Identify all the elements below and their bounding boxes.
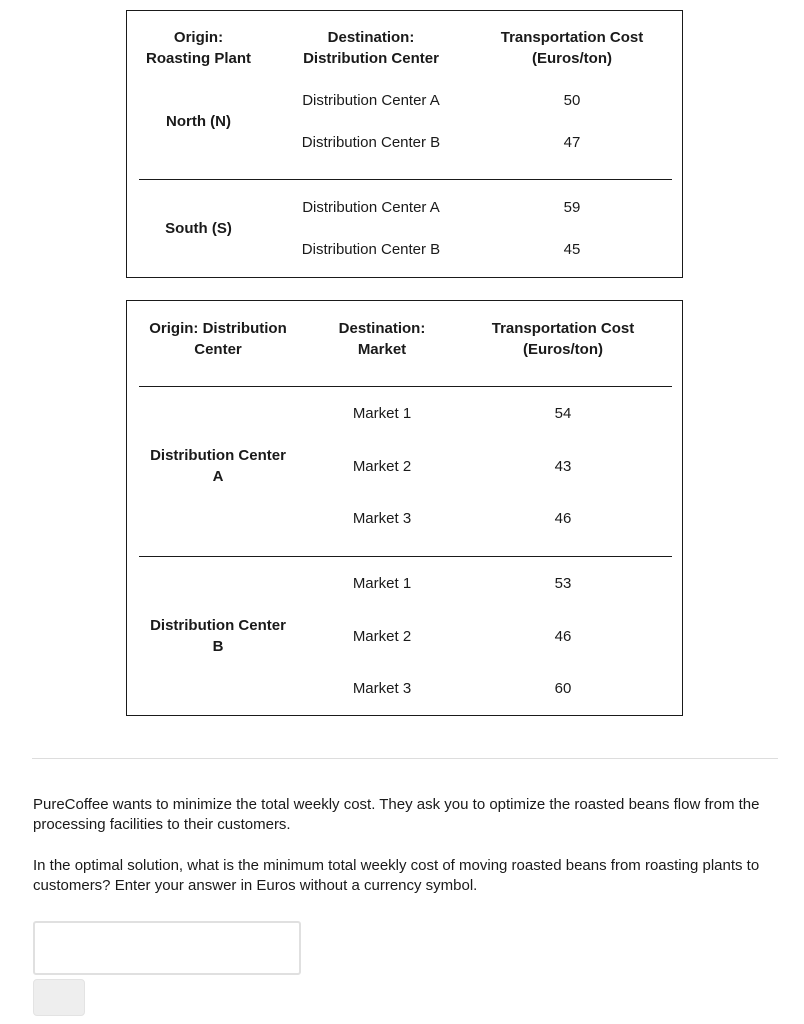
t1-header-origin: Origin: Roasting Plant [145,29,251,67]
t1-cost-cell: 47 [563,134,581,151]
t2-cost-cell: 46 [554,628,572,645]
t2-destination-cell: Market 3 [352,680,412,697]
t2-header-destination: Destination: Market [338,320,426,358]
question-intro: PureCoffee wants to minimize the total weekly cost. They ask you to optimize the roasted beans flow from the processing facilities to their customers. [33,796,760,833]
t2-group-divider [139,556,672,557]
t1-header-cost: Transportation Cost (Euros/ton) [500,29,644,67]
t1-destination-cell: Distribution Center A [302,199,440,216]
t1-cost-cell: 50 [563,92,581,109]
submit-button[interactable] [33,979,85,1016]
t1-origin-north: North (N) [166,113,231,130]
t2-cost-cell: 60 [554,680,572,697]
t2-cost-cell: 53 [554,575,572,592]
t2-origin-dc-b: Distribution Center B [150,617,286,655]
t2-destination-cell: Market 1 [352,575,412,592]
t2-cost-cell: 43 [554,458,572,475]
t2-header-cost: Transportation Cost (Euros/ton) [491,320,635,358]
t2-header-origin: Origin: Distribution Center [149,320,287,358]
distribution-center-cost-table [126,300,683,716]
t2-header-divider [139,386,672,387]
t2-destination-cell: Market 2 [352,458,412,475]
t2-cost-cell: 46 [554,510,572,527]
answer-input[interactable] [33,921,301,975]
t2-cost-cell: 54 [554,405,572,422]
t1-destination-cell: Distribution Center A [302,92,440,109]
t1-header-destination: Destination: Distribution Center [303,29,439,67]
t1-group-divider [139,179,672,180]
question-prompt: In the optimal solution, what is the minimum total weekly cost of moving roasted beans from roasting plants to customers? Enter your answer in Euros without a currency symbol. [33,857,760,894]
t1-cost-cell: 45 [563,241,581,258]
section-divider [32,758,778,759]
t1-cost-cell: 59 [563,199,581,216]
t1-destination-cell: Distribution Center B [301,241,441,258]
roasting-plant-cost-table [126,10,683,278]
t2-destination-cell: Market 1 [352,405,412,422]
t2-origin-dc-a: Distribution Center A [150,447,286,485]
t1-destination-cell: Distribution Center B [301,134,441,151]
t2-destination-cell: Market 3 [352,510,412,527]
t1-origin-south: South (S) [165,220,232,237]
t2-destination-cell: Market 2 [352,628,412,645]
